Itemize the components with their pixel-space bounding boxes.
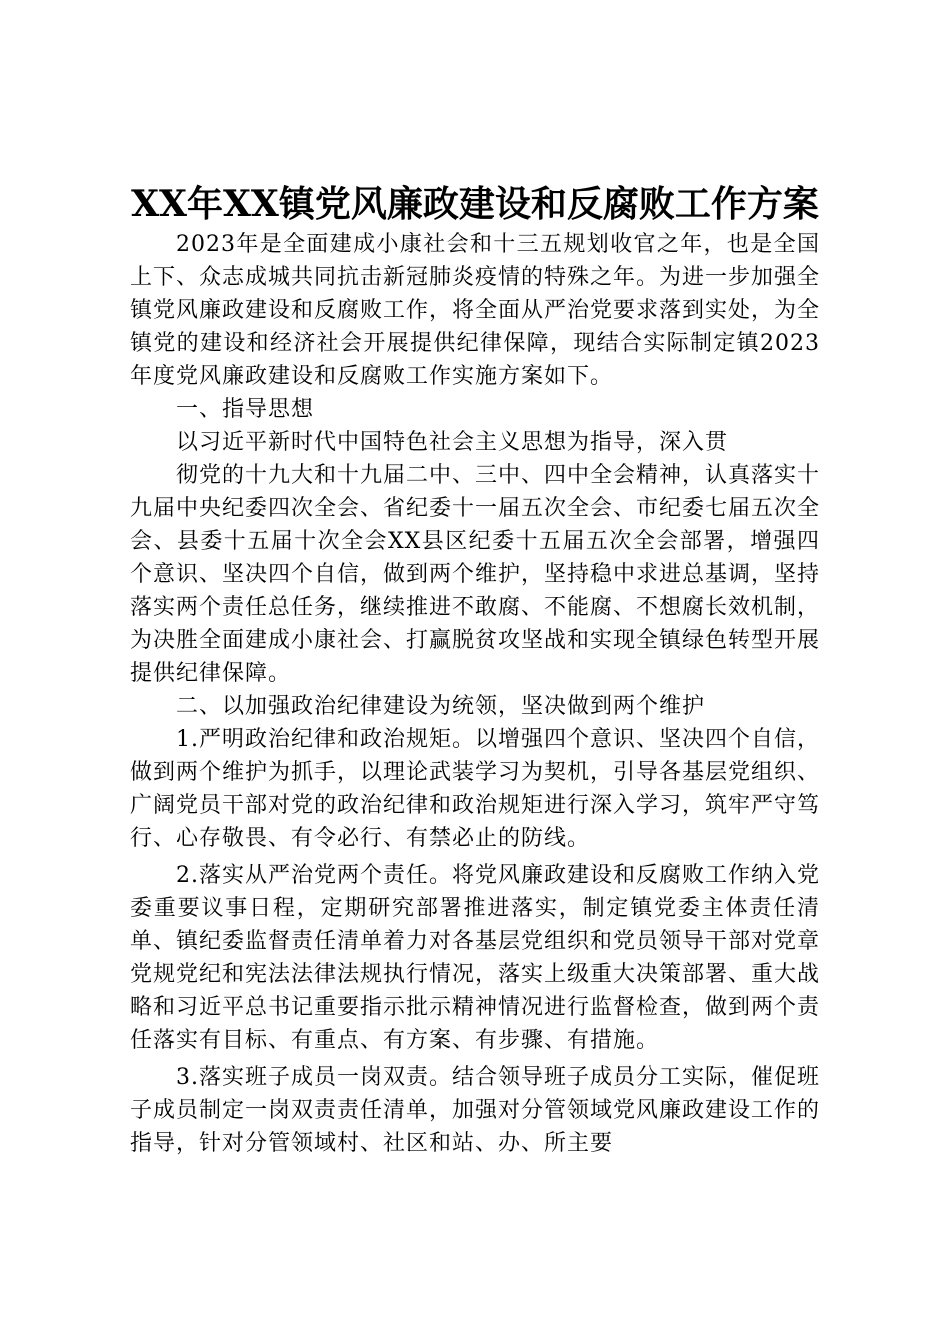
item-2-paragraph: 2.落实从严治党两个责任。将党风廉政建设和反腐败工作纳入党委重要议事日程，定期研究部署推进落实，制定镇党委主体责任清单、镇纪委监督责任清单着力对各基层党组织和党员领导干部对党章党规党纪和宪法法律法规执行情况，落实上级重大决策部署、重大战略和习近平总书记重要指示批示精神情况进行监督检查，做到两个责任落实有目标、有重点、有方案、有步骤、有措施。 [130,863,821,1053]
intro-paragraph: 2023年是全面建成小康社会和十三五规划收官之年，也是全国上下、众志成城共同抗击新冠肺炎疫情的特殊之年。为进一步加强全镇党风廉政建设和反腐败工作，将全面从严治党要求落到实处，为全镇党的建设和经济社会开展提供纪律保障，现结合实际制定镇2023年度党风廉政建设和反腐败工作实施方案如下。 [130,232,821,389]
guiding-thought-paragraph: 彻党的十九大和十九届二中、三中、四中全会精神，认真落实十九届中央纪委四次全会、省纪委十一届五次全会、市纪委七届五次全会、县委十五届十次全会XX县区纪委十五届五次全会部署，增强四个意识、坚决四个自信，做到两个维护，坚持稳中求进总基调，坚持落实两个责任总任务，继续推进不敢腐、不能腐、不想腐长效机制，为决胜全面建成小康社会、打赢脱贫攻坚战和实现全镇绿色转型开展提供纪律保障。 [130,463,821,686]
section-heading-guiding-thought: 一、指导思想 [176,397,315,422]
item-1-paragraph: 1.严明政治纪律和政治规矩。以增强四个意识、坚决四个自信，做到两个维护为抓手，以理论武装学习为契机，引导各基层党组织、广阔党员干部对党的政治纪律和政治规矩进行深入学习，筑牢严守笃行、心存敬畏、有令必行、有禁必止的防线。 [130,727,821,851]
guiding-thought-first-line: 以习近平新时代中国特色社会主义思想为指导，深入贯 [176,430,729,455]
document-body [130,228,820,1160]
document-title: XX年XX镇党风廉政建设和反腐败工作方案 [131,183,819,225]
section-heading-political-discipline: 二、以加强政治纪律建设为统领，坚决做到两个维护 [176,694,706,719]
item-3-paragraph: 3.落实班子成员一岗双责。结合领导班子成员分工实际，催促班子成员制定一岗双责责任清单，加强对分管领域党风廉政建设工作的指导，针对分管领域村、社区和站、办、所主要 [130,1065,821,1156]
